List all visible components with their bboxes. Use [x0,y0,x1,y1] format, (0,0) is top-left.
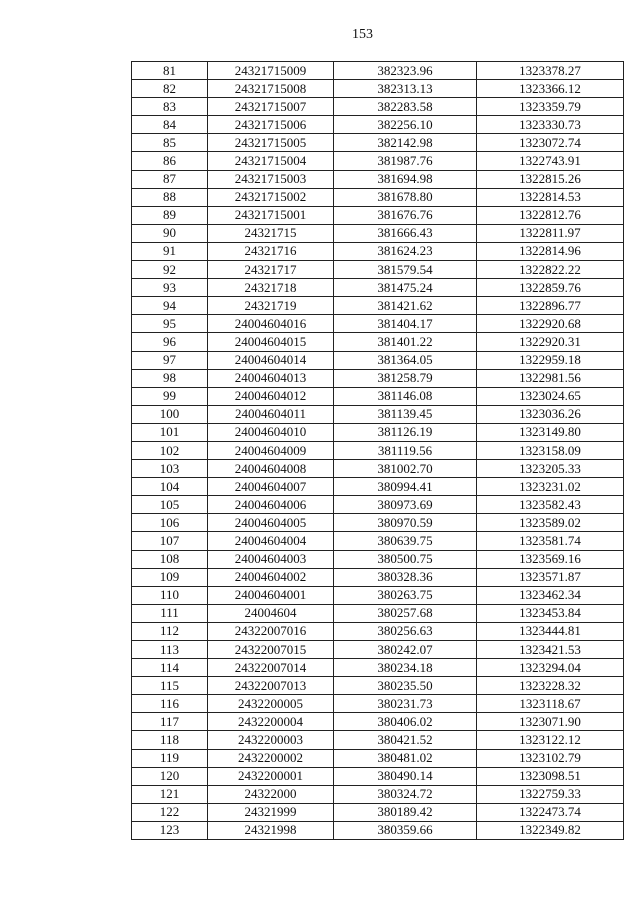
point-id-cell: 24322007014 [208,659,334,677]
coordinates-table [131,61,624,840]
table-row [132,622,624,640]
table-row [132,713,624,731]
point-id-cell: 24322000 [208,785,334,803]
table-row [132,441,624,459]
table-row [132,315,624,333]
x-coordinate-cell: 380235.50 [334,677,477,695]
point-id-cell: 2432200001 [208,767,334,785]
y-coordinate-cell: 1323581.74 [477,532,624,550]
x-coordinate-cell: 380257.68 [334,604,477,622]
table-row [132,242,624,260]
table-row [132,767,624,785]
row-number-cell: 122 [132,803,208,821]
point-id-cell: 24004604016 [208,315,334,333]
x-coordinate-cell: 382256.10 [334,116,477,134]
table-row [132,641,624,659]
table-row [132,586,624,604]
x-coordinate-cell: 381475.24 [334,279,477,297]
x-coordinate-cell: 380242.07 [334,641,477,659]
point-id-cell: 24004604004 [208,532,334,550]
row-number-cell: 85 [132,134,208,152]
row-number-cell: 107 [132,532,208,550]
row-number-cell: 106 [132,514,208,532]
x-coordinate-cell: 380481.02 [334,749,477,767]
y-coordinate-cell: 1323462.34 [477,586,624,604]
point-id-cell: 24004604009 [208,441,334,459]
table-row [132,116,624,134]
y-coordinate-cell: 1323158.09 [477,441,624,459]
point-id-cell: 24321718 [208,279,334,297]
table-row [132,803,624,821]
x-coordinate-cell: 381624.23 [334,242,477,260]
point-id-cell: 2432200005 [208,695,334,713]
table-row [132,188,624,206]
row-number-cell: 98 [132,369,208,387]
y-coordinate-cell: 1323098.51 [477,767,624,785]
row-number-cell: 94 [132,297,208,315]
row-number-cell: 120 [132,767,208,785]
x-coordinate-cell: 381987.76 [334,152,477,170]
y-coordinate-cell: 1323330.73 [477,116,624,134]
x-coordinate-cell: 381364.05 [334,351,477,369]
point-id-cell: 24004604008 [208,460,334,478]
table-row [132,731,624,749]
row-number-cell: 82 [132,80,208,98]
table-row [132,460,624,478]
x-coordinate-cell: 381676.76 [334,206,477,224]
row-number-cell: 108 [132,550,208,568]
row-number-cell: 88 [132,188,208,206]
y-coordinate-cell: 1323118.67 [477,695,624,713]
y-coordinate-cell: 1323366.12 [477,80,624,98]
y-coordinate-cell: 1323231.02 [477,478,624,496]
y-coordinate-cell: 1322759.33 [477,785,624,803]
coordinates-table-body [132,62,624,840]
row-number-cell: 97 [132,351,208,369]
y-coordinate-cell: 1322896.77 [477,297,624,315]
point-id-cell: 24004604002 [208,568,334,586]
table-row [132,496,624,514]
point-id-cell: 24004604012 [208,387,334,405]
point-id-cell: 24004604014 [208,351,334,369]
row-number-cell: 93 [132,279,208,297]
y-coordinate-cell: 1323036.26 [477,405,624,423]
row-number-cell: 102 [132,441,208,459]
y-coordinate-cell: 1322814.96 [477,242,624,260]
x-coordinate-cell: 380490.14 [334,767,477,785]
row-number-cell: 114 [132,659,208,677]
table-row [132,170,624,188]
y-coordinate-cell: 1322815.26 [477,170,624,188]
point-id-cell: 24321715005 [208,134,334,152]
table-row [132,695,624,713]
x-coordinate-cell: 381146.08 [334,387,477,405]
row-number-cell: 86 [132,152,208,170]
y-coordinate-cell: 1323571.87 [477,568,624,586]
point-id-cell: 24321715006 [208,116,334,134]
y-coordinate-cell: 1323359.79 [477,98,624,116]
row-number-cell: 84 [132,116,208,134]
y-coordinate-cell: 1323444.81 [477,622,624,640]
x-coordinate-cell: 380359.66 [334,821,477,839]
row-number-cell: 100 [132,405,208,423]
table-row [132,478,624,496]
table-row [132,387,624,405]
row-number-cell: 83 [132,98,208,116]
table-row [132,550,624,568]
point-id-cell: 24321717 [208,261,334,279]
row-number-cell: 92 [132,261,208,279]
table-row [132,333,624,351]
table-row [132,279,624,297]
x-coordinate-cell: 381002.70 [334,460,477,478]
x-coordinate-cell: 382283.58 [334,98,477,116]
x-coordinate-cell: 381694.98 [334,170,477,188]
row-number-cell: 103 [132,460,208,478]
table-row [132,98,624,116]
table-row [132,369,624,387]
y-coordinate-cell: 1323205.33 [477,460,624,478]
y-coordinate-cell: 1322473.74 [477,803,624,821]
point-id-cell: 24004604005 [208,514,334,532]
row-number-cell: 95 [132,315,208,333]
point-id-cell: 24321999 [208,803,334,821]
row-number-cell: 99 [132,387,208,405]
y-coordinate-cell: 1323569.16 [477,550,624,568]
x-coordinate-cell: 382323.96 [334,62,477,80]
row-number-cell: 113 [132,641,208,659]
y-coordinate-cell: 1323149.80 [477,423,624,441]
point-id-cell: 24321715 [208,224,334,242]
table-row [132,351,624,369]
point-id-cell: 24004604003 [208,550,334,568]
point-id-cell: 24321998 [208,821,334,839]
x-coordinate-cell: 381401.22 [334,333,477,351]
point-id-cell: 24321715004 [208,152,334,170]
row-number-cell: 117 [132,713,208,731]
point-id-cell: 24004604013 [208,369,334,387]
x-coordinate-cell: 380639.75 [334,532,477,550]
table-row [132,677,624,695]
point-id-cell: 24322007013 [208,677,334,695]
table-row [132,405,624,423]
y-coordinate-cell: 1322859.76 [477,279,624,297]
table-row [132,80,624,98]
y-coordinate-cell: 1322814.53 [477,188,624,206]
table-row [132,297,624,315]
row-number-cell: 112 [132,622,208,640]
y-coordinate-cell: 1323294.04 [477,659,624,677]
x-coordinate-cell: 381119.56 [334,441,477,459]
y-coordinate-cell: 1323421.53 [477,641,624,659]
row-number-cell: 110 [132,586,208,604]
point-id-cell: 24322007016 [208,622,334,640]
point-id-cell: 24321715007 [208,98,334,116]
row-number-cell: 119 [132,749,208,767]
x-coordinate-cell: 381258.79 [334,369,477,387]
row-number-cell: 116 [132,695,208,713]
table-row [132,604,624,622]
x-coordinate-cell: 381678.80 [334,188,477,206]
x-coordinate-cell: 381404.17 [334,315,477,333]
x-coordinate-cell: 380970.59 [334,514,477,532]
table-row [132,821,624,839]
x-coordinate-cell: 380263.75 [334,586,477,604]
point-id-cell: 24321715008 [208,80,334,98]
table-row [132,62,624,80]
point-id-cell: 24004604007 [208,478,334,496]
point-id-cell: 24004604010 [208,423,334,441]
x-coordinate-cell: 380328.36 [334,568,477,586]
y-coordinate-cell: 1323122.12 [477,731,624,749]
y-coordinate-cell: 1323024.65 [477,387,624,405]
point-id-cell: 24321715003 [208,170,334,188]
x-coordinate-cell: 381126.19 [334,423,477,441]
table-row [132,785,624,803]
y-coordinate-cell: 1322981.56 [477,369,624,387]
y-coordinate-cell: 1323453.84 [477,604,624,622]
point-id-cell: 2432200003 [208,731,334,749]
row-number-cell: 109 [132,568,208,586]
table-row [132,532,624,550]
row-number-cell: 87 [132,170,208,188]
x-coordinate-cell: 380500.75 [334,550,477,568]
point-id-cell: 24004604006 [208,496,334,514]
point-id-cell: 24321715009 [208,62,334,80]
x-coordinate-cell: 381421.62 [334,297,477,315]
point-id-cell: 24004604011 [208,405,334,423]
x-coordinate-cell: 382142.98 [334,134,477,152]
row-number-cell: 115 [132,677,208,695]
point-id-cell: 24004604 [208,604,334,622]
row-number-cell: 123 [132,821,208,839]
point-id-cell: 2432200002 [208,749,334,767]
y-coordinate-cell: 1322812.76 [477,206,624,224]
row-number-cell: 111 [132,604,208,622]
x-coordinate-cell: 380994.41 [334,478,477,496]
x-coordinate-cell: 381579.54 [334,261,477,279]
point-id-cell: 24321716 [208,242,334,260]
table-row [132,568,624,586]
x-coordinate-cell: 380324.72 [334,785,477,803]
point-id-cell: 24004604001 [208,586,334,604]
y-coordinate-cell: 1322349.82 [477,821,624,839]
point-id-cell: 2432200004 [208,713,334,731]
x-coordinate-cell: 382313.13 [334,80,477,98]
table-row [132,514,624,532]
row-number-cell: 81 [132,62,208,80]
y-coordinate-cell: 1323228.32 [477,677,624,695]
table-row [132,224,624,242]
point-id-cell: 24321715002 [208,188,334,206]
point-id-cell: 24004604015 [208,333,334,351]
y-coordinate-cell: 1322920.31 [477,333,624,351]
table-row [132,749,624,767]
y-coordinate-cell: 1323582.43 [477,496,624,514]
x-coordinate-cell: 381139.45 [334,405,477,423]
table-row [132,659,624,677]
y-coordinate-cell: 1323378.27 [477,62,624,80]
row-number-cell: 118 [132,731,208,749]
x-coordinate-cell: 380406.02 [334,713,477,731]
x-coordinate-cell: 380973.69 [334,496,477,514]
x-coordinate-cell: 380256.63 [334,622,477,640]
y-coordinate-cell: 1322743.91 [477,152,624,170]
x-coordinate-cell: 380421.52 [334,731,477,749]
point-id-cell: 24321719 [208,297,334,315]
x-coordinate-cell: 380234.18 [334,659,477,677]
row-number-cell: 101 [132,423,208,441]
row-number-cell: 121 [132,785,208,803]
row-number-cell: 90 [132,224,208,242]
y-coordinate-cell: 1322959.18 [477,351,624,369]
table-row [132,206,624,224]
point-id-cell: 24322007015 [208,641,334,659]
x-coordinate-cell: 380231.73 [334,695,477,713]
table-row [132,261,624,279]
y-coordinate-cell: 1322822.22 [477,261,624,279]
y-coordinate-cell: 1323102.79 [477,749,624,767]
y-coordinate-cell: 1323589.02 [477,514,624,532]
table-row [132,134,624,152]
row-number-cell: 89 [132,206,208,224]
row-number-cell: 104 [132,478,208,496]
row-number-cell: 96 [132,333,208,351]
point-id-cell: 24321715001 [208,206,334,224]
x-coordinate-cell: 381666.43 [334,224,477,242]
table-row [132,152,624,170]
page-number: 153 [352,27,373,42]
x-coordinate-cell: 380189.42 [334,803,477,821]
y-coordinate-cell: 1322920.68 [477,315,624,333]
y-coordinate-cell: 1323072.74 [477,134,624,152]
y-coordinate-cell: 1323071.90 [477,713,624,731]
y-coordinate-cell: 1322811.97 [477,224,624,242]
table-row [132,423,624,441]
row-number-cell: 91 [132,242,208,260]
row-number-cell: 105 [132,496,208,514]
